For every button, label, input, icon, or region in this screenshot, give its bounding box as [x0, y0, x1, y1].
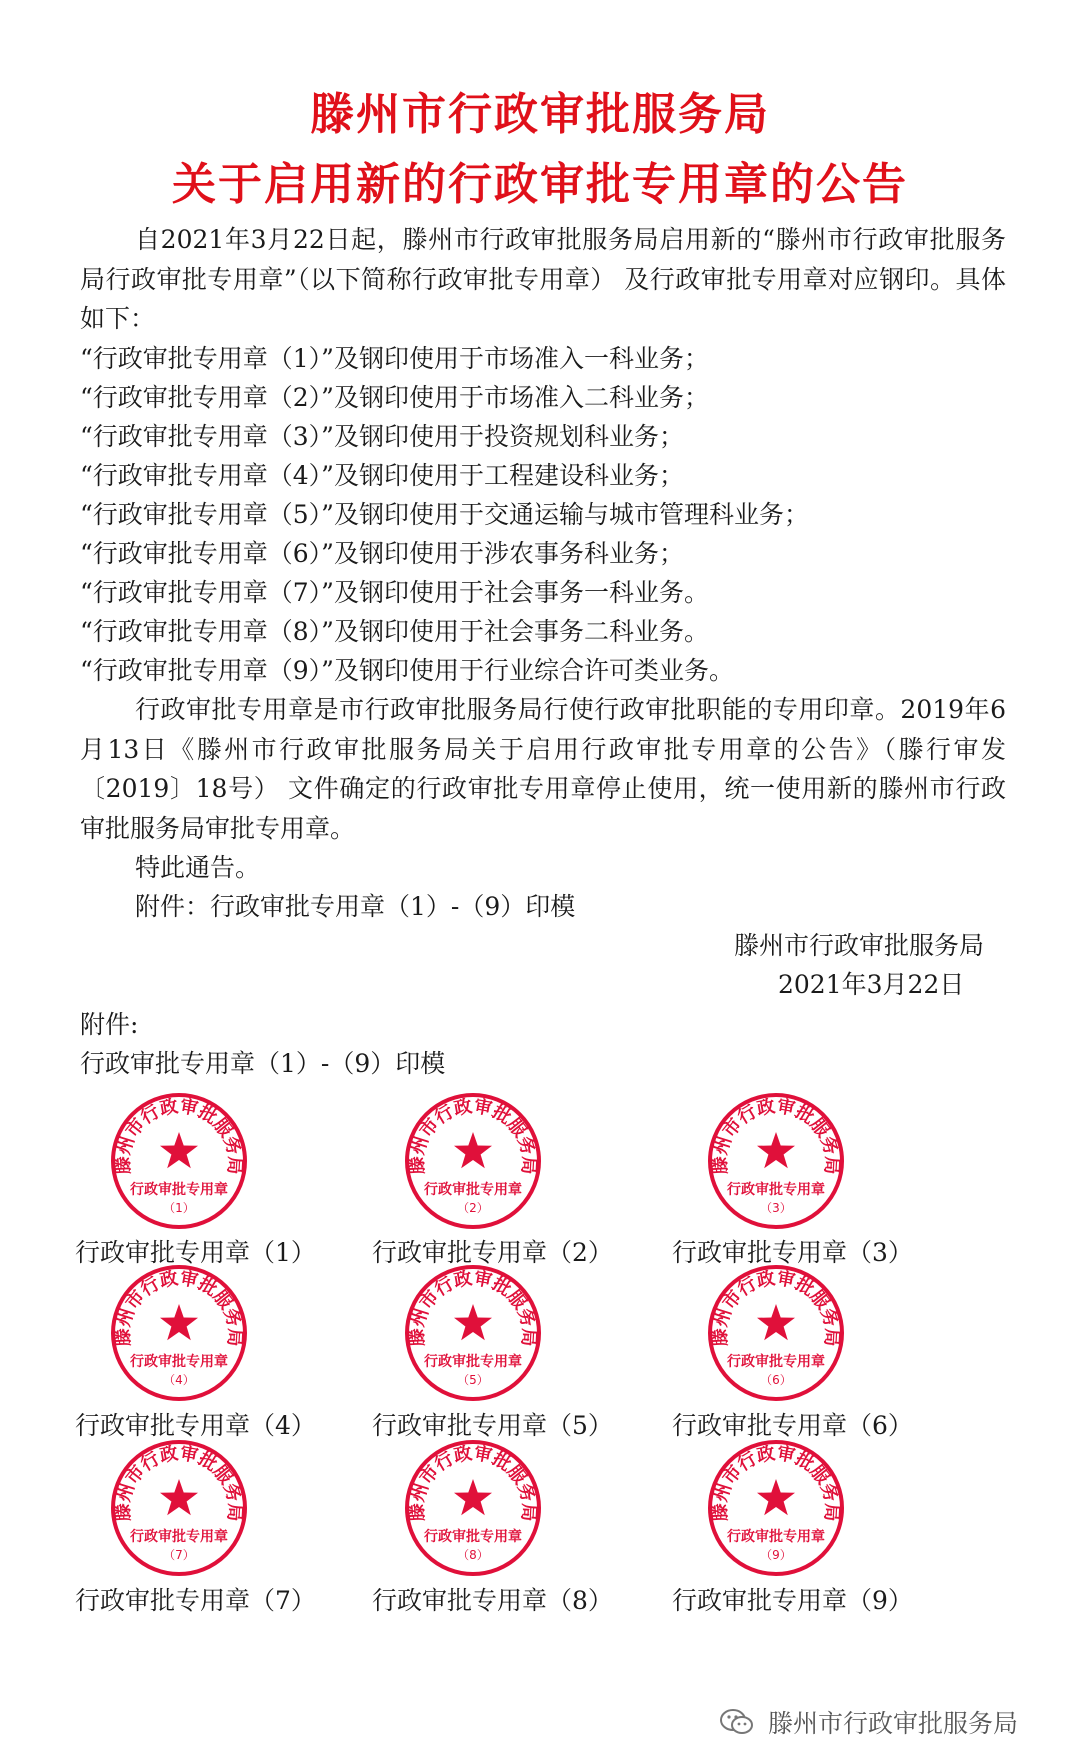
list-item: “行政审批专用章（5）”及钢印使用于交通运输与城市管理科业务；	[80, 500, 809, 529]
svg-text:行政审批专用章: 行政审批专用章	[727, 1182, 825, 1198]
svg-text:（6）: （6）	[760, 1373, 792, 1387]
list-item: “行政审批专用章（1）”及钢印使用于市场准入一科业务；	[80, 344, 709, 373]
stamp-caption: 行政审批专用章（5）	[372, 1411, 613, 1440]
signer-name: 滕州市行政审批服务局	[734, 931, 985, 960]
svg-text:滕州市行政审批服务局: 滕州市行政审批服务局	[112, 1095, 246, 1175]
svg-text:行政审批专用章: 行政审批专用章	[130, 1354, 228, 1370]
svg-text:行政审批专用章: 行政审批专用章	[424, 1182, 522, 1198]
svg-text:滕州市行政审批服务局: 滕州市行政审批服务局	[709, 1442, 843, 1522]
official-seal	[108, 1262, 250, 1404]
appendix-title: 行政审批专用章（1）-（9）印模	[80, 1049, 446, 1078]
stamp-caption: 行政审批专用章（8）	[372, 1586, 613, 1615]
attachment-note: 附件：行政审批专用章（1）-（9）印模	[135, 892, 576, 921]
svg-text:（4）: （4）	[163, 1373, 195, 1387]
svg-text:（2）: （2）	[457, 1201, 489, 1215]
official-seal	[402, 1437, 544, 1579]
svg-text:滕州市行政审批服务局: 滕州市行政审批服务局	[406, 1095, 540, 1175]
svg-text:行政审批专用章: 行政审批专用章	[130, 1182, 228, 1198]
list-item: “行政审批专用章（9）”及钢印使用于行业综合许可类业务。	[80, 656, 734, 685]
official-seal	[402, 1090, 544, 1232]
wechat-account-name: 滕州市行政审批服务局	[767, 1709, 1018, 1738]
svg-text:滕州市行政审批服务局: 滕州市行政审批服务局	[709, 1095, 843, 1175]
list-item: “行政审批专用章（6）”及钢印使用于涉农事务科业务；	[80, 539, 684, 568]
issue-date: 2021年3月22日	[778, 970, 965, 999]
stamp-caption: 行政审批专用章（7）	[75, 1586, 316, 1615]
stamp-caption: 行政审批专用章（4）	[75, 1411, 316, 1440]
official-seal	[402, 1262, 544, 1404]
svg-text:（5）: （5）	[457, 1373, 489, 1387]
official-seal	[705, 1437, 847, 1579]
svg-text:（9）: （9）	[760, 1548, 792, 1562]
official-seal	[705, 1262, 847, 1404]
official-seal	[705, 1090, 847, 1232]
svg-text:行政审批专用章: 行政审批专用章	[130, 1529, 228, 1545]
document-title-line2: 关于启用新的行政审批专用章的公告	[172, 159, 908, 210]
svg-text:滕州市行政审批服务局: 滕州市行政审批服务局	[406, 1442, 540, 1522]
notice-text: 特此通告。	[135, 853, 261, 882]
svg-text:行政审批专用章: 行政审批专用章	[424, 1354, 522, 1370]
stamp-caption: 行政审批专用章（2）	[372, 1238, 613, 1267]
list-item: “行政审批专用章（7）”及钢印使用于社会事务一科业务。	[80, 578, 709, 607]
stamp-caption: 行政审批专用章（9）	[672, 1586, 913, 1615]
svg-text:（3）: （3）	[760, 1201, 792, 1215]
list-item: “行政审批专用章（4）”及钢印使用于工程建设科业务；	[80, 461, 684, 490]
list-item: “行政审批专用章（3）”及钢印使用于投资规划科业务；	[80, 422, 684, 451]
stamp-caption: 行政审批专用章（3）	[672, 1238, 913, 1267]
list-item: “行政审批专用章（2）”及钢印使用于市场准入二科业务；	[80, 383, 709, 412]
svg-text:滕州市行政审批服务局: 滕州市行政审批服务局	[112, 1442, 246, 1522]
svg-text:（1）: （1）	[163, 1201, 195, 1215]
svg-text:（8）: （8）	[457, 1548, 489, 1562]
svg-text:滕州市行政审批服务局: 滕州市行政审批服务局	[406, 1267, 540, 1347]
list-item: “行政审批专用章（8）”及钢印使用于社会事务二科业务。	[80, 617, 709, 646]
official-seal	[108, 1437, 250, 1579]
document-title-line1: 滕州市行政审批服务局	[310, 89, 770, 140]
svg-text:行政审批专用章: 行政审批专用章	[424, 1529, 522, 1545]
stamp-caption: 行政审批专用章（1）	[75, 1238, 316, 1267]
second-paragraph: 行政审批专用章是市行政审批服务局行使行政审批职能的专用印章。2019年6月13日《滕州市行政审批服务局关于启用行政审批专用章的公告》（滕行审发〔2019〕18号） 文件确定的行政审批专用章停止使用，统一使用新的滕州市行政审批服务局审批专用章。	[80, 695, 1006, 843]
svg-text:行政审批专用章: 行政审批专用章	[727, 1529, 825, 1545]
wechat-icon	[720, 1708, 754, 1742]
wechat-footer	[720, 1704, 1018, 1742]
svg-text:滕州市行政审批服务局: 滕州市行政审批服务局	[112, 1267, 246, 1347]
official-seal	[108, 1090, 250, 1232]
intro-paragraph: 自2021年3月22日起，滕州市行政审批服务局启用新的“滕州市行政审批服务局行政审批专用章”（以下简称行政审批专用章） 及行政审批专用章对应钢印。具体如下：	[80, 225, 1006, 333]
stamp-caption: 行政审批专用章（6）	[672, 1411, 913, 1440]
svg-text:滕州市行政审批服务局: 滕州市行政审批服务局	[709, 1267, 843, 1347]
appendix-label: 附件:	[80, 1010, 139, 1039]
svg-text:行政审批专用章: 行政审批专用章	[727, 1354, 825, 1370]
svg-text:（7）: （7）	[163, 1548, 195, 1562]
